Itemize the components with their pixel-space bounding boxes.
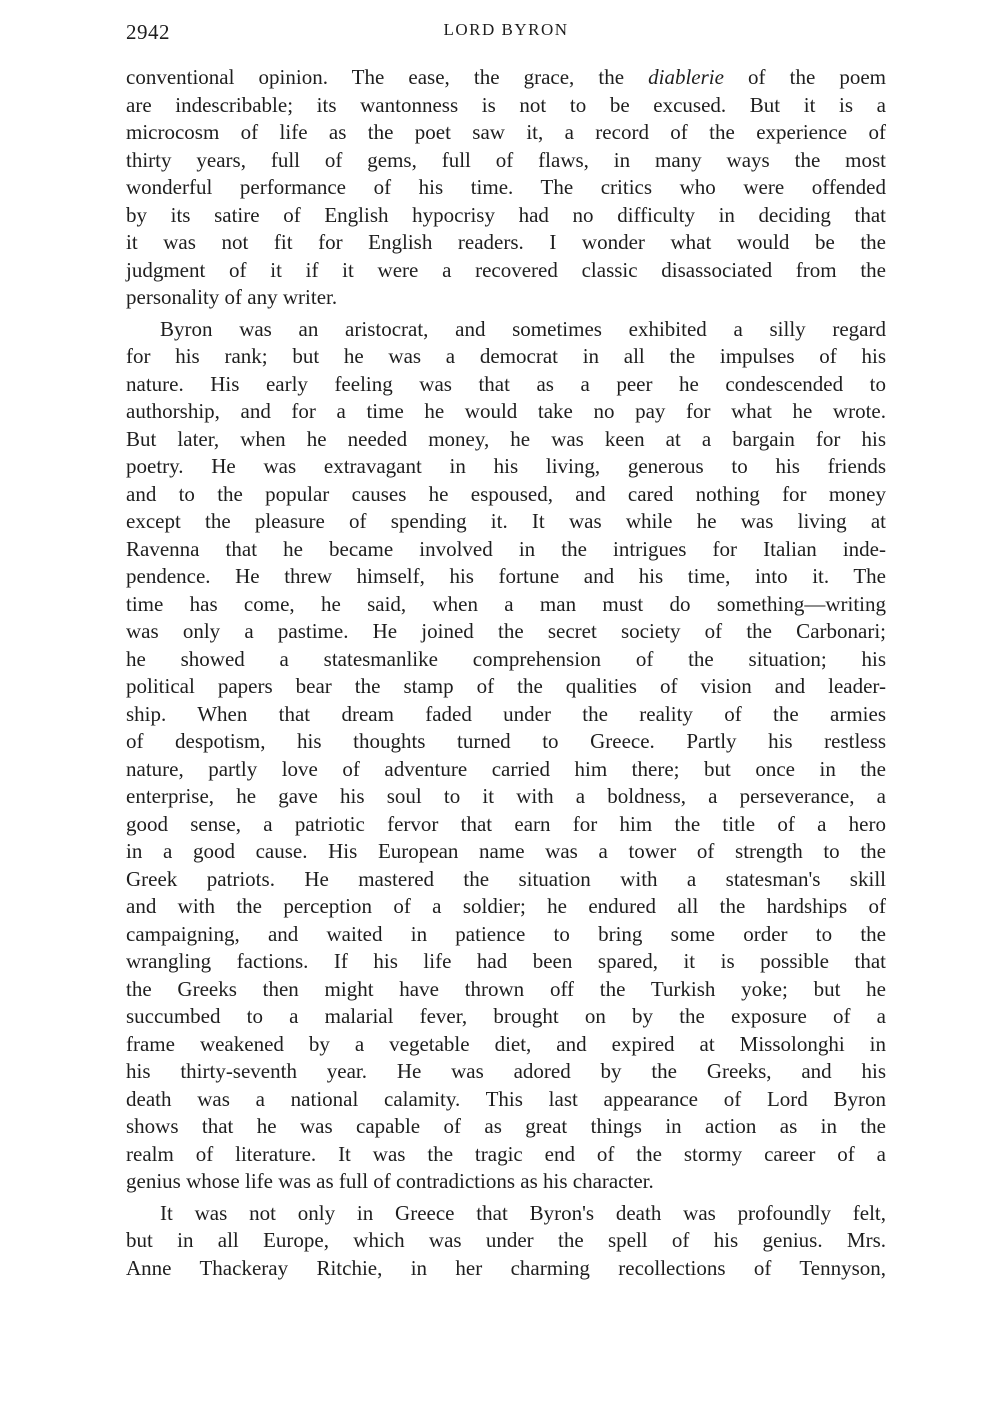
- text-line: death was a national calamity. This last appearance of Lord Byron: [126, 1086, 886, 1111]
- text-line: by its satire of English hypocrisy had no difficulty in deciding that: [126, 202, 886, 227]
- text-line: microcosm of life as the poet saw it, a record of the experience of: [126, 120, 886, 144]
- text-line: for his rank; but he was a democrat in all the impulses of his: [126, 344, 886, 368]
- text-segment: of the poem: [723, 65, 886, 89]
- paragraph: [126, 64, 886, 312]
- italic-term: diablerie: [648, 65, 724, 89]
- text-line: Anne Thackeray Ritchie, in her charming recollections of Tennyson,: [126, 1255, 886, 1280]
- text-line: and to the popular causes he espoused, and cared nothing for money: [126, 481, 886, 506]
- text-line: enterprise, he gave his soul to it with a boldness, a perseverance, a: [126, 784, 886, 808]
- text-line: [126, 64, 886, 92]
- text-line: It was not only in Greece that Byron's death was profoundly felt,: [160, 1200, 886, 1225]
- text-line: good sense, a patriotic fervor that earn for him the title of a hero: [126, 811, 886, 836]
- page-header: [126, 18, 886, 46]
- text-line: Greek patriots. He mastered the situation with a statesman's skill: [126, 866, 886, 891]
- text-line: personality of any writer.: [126, 285, 338, 309]
- text-line: time has come, he said, when a man must do something—writing: [126, 591, 886, 616]
- text-line: But later, when he needed money, he was keen at a bargain for his: [126, 426, 886, 451]
- text-line: nature. His early feeling was that as a peer he condescended to: [126, 371, 886, 396]
- text-line: Ravenna that he became involved in the intrigues for Italian inde-: [126, 536, 886, 561]
- text-line: wrangling factions. If his life had been spared, it is possible that: [126, 949, 886, 973]
- running-head: LORD BYRON: [443, 20, 569, 39]
- text-line: the Greeks then might have thrown off the Turkish yoke; but he: [126, 976, 886, 1001]
- text-line: in a good cause. His European name was a tower of strength to the: [126, 839, 886, 863]
- text-line: frame weakened by a vegetable diet, and expired at Missolonghi in: [126, 1031, 886, 1056]
- text-line: and with the perception of a soldier; he endured all the hardships of: [126, 894, 886, 918]
- text-line: was only a pastime. He joined the secret society of the Carbonari;: [126, 619, 886, 643]
- text-line: are indescribable; its wantonness is not to be excused. But it is a: [126, 92, 886, 117]
- text-line: nature, partly love of adventure carried him there; but once in the: [126, 756, 886, 781]
- text-line: Byron was an aristocrat, and sometimes exhibited a silly regard: [160, 316, 886, 341]
- page-number: 2942: [126, 20, 170, 44]
- text-line: judgment of it if it were a recovered classic disassociated from the: [126, 257, 886, 282]
- body-text: [126, 64, 886, 1282]
- text-line: authorship, and for a time he would take no pay for what he wrote.: [126, 399, 886, 423]
- text-line: of despotism, his thoughts turned to Greece. Partly his restless: [126, 729, 886, 753]
- text-line: it was not fit for English readers. I wonder what would be the: [126, 230, 886, 254]
- paragraph: [126, 1200, 886, 1283]
- text-line: wonderful performance of his time. The critics who were offended: [126, 175, 886, 199]
- text-line: ship. When that dream faded under the reality of the armies: [126, 701, 886, 726]
- text-line: realm of literature. It was the tragic end of the stormy career of a: [126, 1141, 886, 1166]
- text-line: shows that he was capable of as great things in action as in the: [126, 1114, 886, 1138]
- text-line: genius whose life was as full of contradictions as his character.: [126, 1169, 654, 1193]
- text-line: thirty years, full of gems, full of flaws, in many ways the most: [126, 147, 886, 172]
- text-line: his thirty-seventh year. He was adored by the Greeks, and his: [126, 1059, 886, 1083]
- text-line: pendence. He threw himself, his fortune and his time, into it. The: [126, 564, 886, 588]
- text-line: he showed a statesmanlike comprehension of the situation; his: [126, 646, 886, 671]
- text-line: except the pleasure of spending it. It was while he was living at: [126, 509, 886, 533]
- paragraph: [126, 316, 886, 1196]
- text-line: political papers bear the stamp of the qualities of vision and leader-: [126, 674, 886, 698]
- text-line: succumbed to a malarial fever, brought on by the exposure of a: [126, 1004, 886, 1028]
- text-segment: conventional opinion. The ease, the grace, the: [126, 65, 649, 89]
- text-line: campaigning, and waited in patience to bring some order to the: [126, 921, 886, 946]
- text-line: but in all Europe, which was under the spell of his genius. Mrs.: [126, 1228, 886, 1252]
- text-line: poetry. He was extravagant in his living, generous to his friends: [126, 454, 886, 478]
